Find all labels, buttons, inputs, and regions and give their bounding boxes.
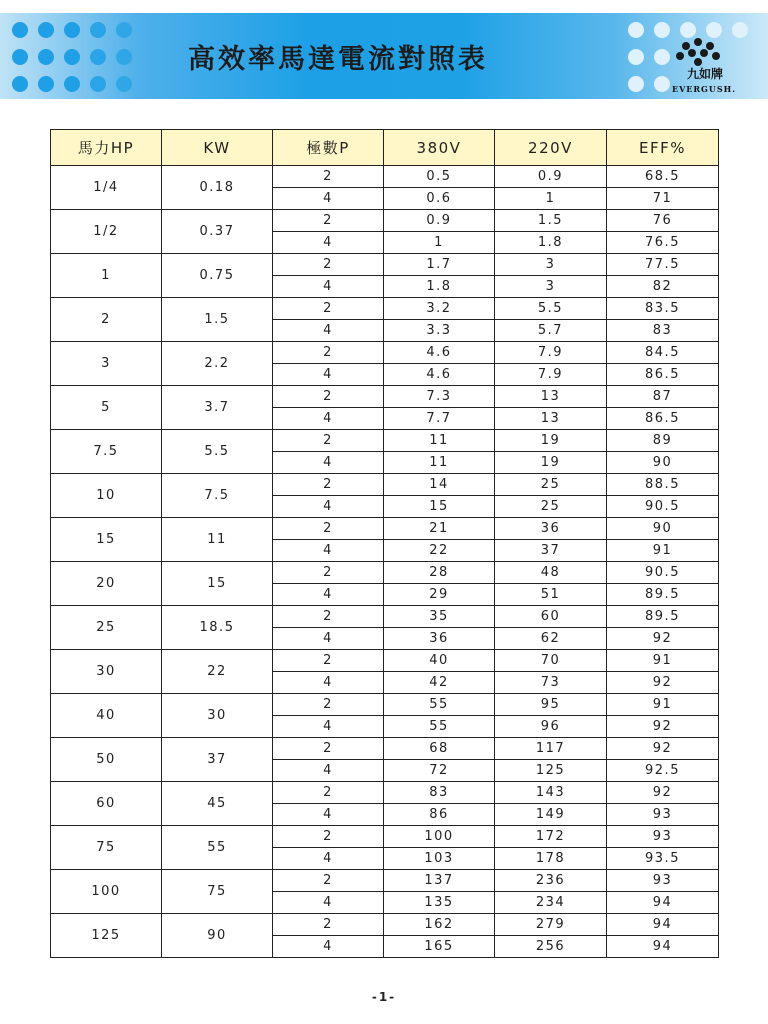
current-380v-cell: 36 <box>384 628 495 650</box>
current-220v-cell: 1.8 <box>495 232 607 254</box>
kw-cell: 18.5 <box>162 606 273 650</box>
current-380v-cell: 83 <box>384 782 495 804</box>
current-380v-cell: 11 <box>384 452 495 474</box>
poles-cell: 4 <box>273 320 384 342</box>
current-220v-cell: 0.9 <box>495 166 607 188</box>
kw-cell: 3.7 <box>162 386 273 430</box>
table-row <box>51 386 719 408</box>
current-380v-cell: 1.7 <box>384 254 495 276</box>
kw-cell: 11 <box>162 518 273 562</box>
poles-cell: 2 <box>273 298 384 320</box>
efficiency-cell: 93 <box>607 870 719 892</box>
hp-cell: 30 <box>51 650 162 694</box>
poles-cell: 4 <box>273 628 384 650</box>
efficiency-cell: 88.5 <box>607 474 719 496</box>
current-220v-cell: 19 <box>495 452 607 474</box>
current-380v-cell: 1.8 <box>384 276 495 298</box>
poles-cell: 4 <box>273 936 384 958</box>
page-title: 高效率馬達電流對照表 <box>188 44 488 75</box>
hp-cell: 15 <box>51 518 162 562</box>
current-220v-cell: 279 <box>495 914 607 936</box>
efficiency-cell: 92 <box>607 782 719 804</box>
kw-cell: 2.2 <box>162 342 273 386</box>
table-row <box>51 782 719 804</box>
efficiency-cell: 91 <box>607 694 719 716</box>
poles-cell: 4 <box>273 716 384 738</box>
poles-cell: 2 <box>273 562 384 584</box>
efficiency-cell: 94 <box>607 936 719 958</box>
current-380v-cell: 4.6 <box>384 342 495 364</box>
poles-cell: 4 <box>273 892 384 914</box>
current-220v-cell: 256 <box>495 936 607 958</box>
kw-cell: 75 <box>162 870 273 914</box>
motor-current-table <box>50 129 719 958</box>
poles-cell: 2 <box>273 386 384 408</box>
current-380v-cell: 100 <box>384 826 495 848</box>
current-380v-cell: 42 <box>384 672 495 694</box>
efficiency-cell: 91 <box>607 650 719 672</box>
hp-cell: 75 <box>51 826 162 870</box>
current-220v-cell: 96 <box>495 716 607 738</box>
efficiency-cell: 76 <box>607 210 719 232</box>
current-380v-cell: 15 <box>384 496 495 518</box>
efficiency-cell: 76.5 <box>607 232 719 254</box>
current-380v-cell: 35 <box>384 606 495 628</box>
kw-cell: 0.37 <box>162 210 273 254</box>
current-220v-cell: 7.9 <box>495 342 607 364</box>
table-row <box>51 562 719 584</box>
current-220v-cell: 70 <box>495 650 607 672</box>
efficiency-cell: 91 <box>607 540 719 562</box>
poles-cell: 4 <box>273 848 384 870</box>
kw-cell: 22 <box>162 650 273 694</box>
efficiency-cell: 68.5 <box>607 166 719 188</box>
current-220v-cell: 143 <box>495 782 607 804</box>
current-220v-cell: 25 <box>495 474 607 496</box>
brand-logo <box>668 38 740 98</box>
poles-cell: 2 <box>273 430 384 452</box>
efficiency-cell: 89.5 <box>607 584 719 606</box>
poles-cell: 2 <box>273 342 384 364</box>
current-380v-cell: 165 <box>384 936 495 958</box>
current-380v-cell: 162 <box>384 914 495 936</box>
hp-cell: 60 <box>51 782 162 826</box>
current-380v-cell: 0.6 <box>384 188 495 210</box>
poles-cell: 4 <box>273 540 384 562</box>
hp-cell: 7.5 <box>51 430 162 474</box>
current-220v-cell: 234 <box>495 892 607 914</box>
table-row <box>51 254 719 276</box>
current-380v-cell: 68 <box>384 738 495 760</box>
poles-cell: 4 <box>273 188 384 210</box>
hp-cell: 50 <box>51 738 162 782</box>
current-380v-cell: 0.9 <box>384 210 495 232</box>
efficiency-cell: 89.5 <box>607 606 719 628</box>
poles-cell: 2 <box>273 210 384 232</box>
kw-cell: 37 <box>162 738 273 782</box>
table-row <box>51 826 719 848</box>
current-220v-cell: 7.9 <box>495 364 607 386</box>
efficiency-cell: 86.5 <box>607 364 719 386</box>
efficiency-cell: 90 <box>607 518 719 540</box>
current-380v-cell: 3.3 <box>384 320 495 342</box>
hp-cell: 25 <box>51 606 162 650</box>
poles-cell: 4 <box>273 276 384 298</box>
current-380v-cell: 55 <box>384 694 495 716</box>
current-220v-cell: 48 <box>495 562 607 584</box>
current-380v-cell: 29 <box>384 584 495 606</box>
table-row <box>51 474 719 496</box>
poles-cell: 4 <box>273 364 384 386</box>
table-row <box>51 650 719 672</box>
current-220v-cell: 5.5 <box>495 298 607 320</box>
col-header-eff: EFF% <box>607 130 719 166</box>
current-220v-cell: 95 <box>495 694 607 716</box>
kw-cell: 0.18 <box>162 166 273 210</box>
efficiency-cell: 83 <box>607 320 719 342</box>
efficiency-cell: 94 <box>607 914 719 936</box>
hp-cell: 1/2 <box>51 210 162 254</box>
current-220v-cell: 13 <box>495 408 607 430</box>
current-380v-cell: 14 <box>384 474 495 496</box>
hp-cell: 20 <box>51 562 162 606</box>
current-380v-cell: 55 <box>384 716 495 738</box>
current-220v-cell: 117 <box>495 738 607 760</box>
efficiency-cell: 93 <box>607 826 719 848</box>
efficiency-cell: 92 <box>607 672 719 694</box>
current-220v-cell: 3 <box>495 254 607 276</box>
col-header-poles: 極數P <box>273 130 384 166</box>
efficiency-cell: 86.5 <box>607 408 719 430</box>
efficiency-cell: 82 <box>607 276 719 298</box>
poles-cell: 2 <box>273 738 384 760</box>
poles-cell: 2 <box>273 870 384 892</box>
hp-cell: 1/4 <box>51 166 162 210</box>
current-380v-cell: 3.2 <box>384 298 495 320</box>
efficiency-cell: 92 <box>607 628 719 650</box>
efficiency-cell: 90.5 <box>607 496 719 518</box>
current-220v-cell: 3 <box>495 276 607 298</box>
poles-cell: 2 <box>273 166 384 188</box>
table-row <box>51 606 719 628</box>
poles-cell: 2 <box>273 254 384 276</box>
current-220v-cell: 25 <box>495 496 607 518</box>
poles-cell: 4 <box>273 760 384 782</box>
col-header-220v: 220V <box>495 130 607 166</box>
current-220v-cell: 13 <box>495 386 607 408</box>
poles-cell: 2 <box>273 826 384 848</box>
poles-cell: 2 <box>273 518 384 540</box>
page-number: -1- <box>371 990 397 1004</box>
current-380v-cell: 28 <box>384 562 495 584</box>
current-380v-cell: 7.7 <box>384 408 495 430</box>
efficiency-cell: 92 <box>607 738 719 760</box>
poles-cell: 4 <box>273 672 384 694</box>
poles-cell: 4 <box>273 584 384 606</box>
current-220v-cell: 60 <box>495 606 607 628</box>
efficiency-cell: 92.5 <box>607 760 719 782</box>
hp-cell: 100 <box>51 870 162 914</box>
efficiency-cell: 84.5 <box>607 342 719 364</box>
current-380v-cell: 40 <box>384 650 495 672</box>
current-380v-cell: 4.6 <box>384 364 495 386</box>
current-220v-cell: 172 <box>495 826 607 848</box>
hp-cell: 125 <box>51 914 162 958</box>
poles-cell: 4 <box>273 496 384 518</box>
logo-dots-icon <box>668 38 740 68</box>
kw-cell: 90 <box>162 914 273 958</box>
current-220v-cell: 36 <box>495 518 607 540</box>
table-row <box>51 166 719 188</box>
kw-cell: 45 <box>162 782 273 826</box>
current-380v-cell: 22 <box>384 540 495 562</box>
poles-cell: 4 <box>273 232 384 254</box>
current-380v-cell: 137 <box>384 870 495 892</box>
table-row <box>51 298 719 320</box>
table-row <box>51 430 719 452</box>
hp-cell: 3 <box>51 342 162 386</box>
poles-cell: 4 <box>273 408 384 430</box>
efficiency-cell: 92 <box>607 716 719 738</box>
poles-cell: 2 <box>273 474 384 496</box>
efficiency-cell: 71 <box>607 188 719 210</box>
efficiency-cell: 93.5 <box>607 848 719 870</box>
table-row <box>51 738 719 760</box>
hp-cell: 5 <box>51 386 162 430</box>
current-380v-cell: 103 <box>384 848 495 870</box>
efficiency-cell: 89 <box>607 430 719 452</box>
current-220v-cell: 236 <box>495 870 607 892</box>
table-row <box>51 694 719 716</box>
logo-name-en: EVERGUSH. <box>672 84 736 94</box>
table-row <box>51 914 719 936</box>
current-380v-cell: 72 <box>384 760 495 782</box>
poles-cell: 2 <box>273 694 384 716</box>
col-header-kw: KW <box>162 130 273 166</box>
efficiency-cell: 94 <box>607 892 719 914</box>
table-body <box>51 166 719 958</box>
logo-name-cn: 九如牌 <box>686 67 723 81</box>
current-380v-cell: 0.5 <box>384 166 495 188</box>
col-header-380v: 380V <box>384 130 495 166</box>
table-row <box>51 518 719 540</box>
hp-cell: 10 <box>51 474 162 518</box>
current-220v-cell: 1.5 <box>495 210 607 232</box>
col-header-hp: 馬力HP <box>51 130 162 166</box>
hp-cell: 1 <box>51 254 162 298</box>
current-220v-cell: 5.7 <box>495 320 607 342</box>
kw-cell: 30 <box>162 694 273 738</box>
current-220v-cell: 1 <box>495 188 607 210</box>
efficiency-cell: 93 <box>607 804 719 826</box>
kw-cell: 7.5 <box>162 474 273 518</box>
current-220v-cell: 178 <box>495 848 607 870</box>
poles-cell: 2 <box>273 782 384 804</box>
poles-cell: 2 <box>273 606 384 628</box>
current-220v-cell: 125 <box>495 760 607 782</box>
efficiency-cell: 90.5 <box>607 562 719 584</box>
poles-cell: 2 <box>273 914 384 936</box>
table-header-row <box>51 130 719 166</box>
poles-cell: 4 <box>273 804 384 826</box>
hp-cell: 40 <box>51 694 162 738</box>
current-380v-cell: 1 <box>384 232 495 254</box>
hp-cell: 2 <box>51 298 162 342</box>
current-380v-cell: 86 <box>384 804 495 826</box>
poles-cell: 4 <box>273 452 384 474</box>
current-220v-cell: 73 <box>495 672 607 694</box>
current-220v-cell: 62 <box>495 628 607 650</box>
kw-cell: 1.5 <box>162 298 273 342</box>
table-row <box>51 342 719 364</box>
efficiency-cell: 77.5 <box>607 254 719 276</box>
kw-cell: 15 <box>162 562 273 606</box>
current-220v-cell: 19 <box>495 430 607 452</box>
current-380v-cell: 11 <box>384 430 495 452</box>
poles-cell: 2 <box>273 650 384 672</box>
current-220v-cell: 149 <box>495 804 607 826</box>
efficiency-cell: 90 <box>607 452 719 474</box>
current-220v-cell: 37 <box>495 540 607 562</box>
table-row <box>51 870 719 892</box>
current-380v-cell: 21 <box>384 518 495 540</box>
current-220v-cell: 51 <box>495 584 607 606</box>
current-380v-cell: 135 <box>384 892 495 914</box>
efficiency-cell: 87 <box>607 386 719 408</box>
kw-cell: 0.75 <box>162 254 273 298</box>
kw-cell: 55 <box>162 826 273 870</box>
current-380v-cell: 7.3 <box>384 386 495 408</box>
efficiency-cell: 83.5 <box>607 298 719 320</box>
kw-cell: 5.5 <box>162 430 273 474</box>
table-row <box>51 210 719 232</box>
